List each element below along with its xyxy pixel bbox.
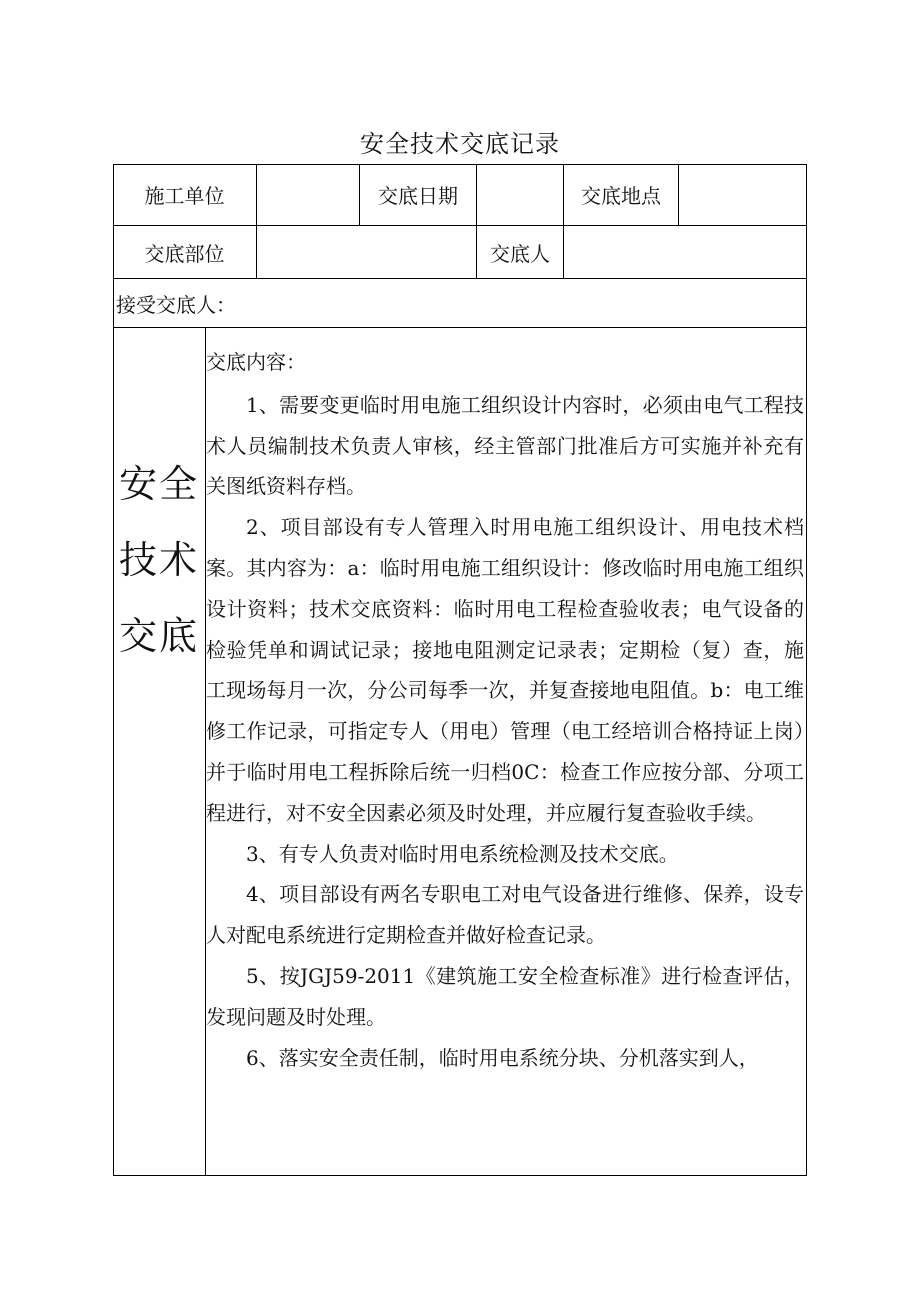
side-label-line: 交底	[118, 614, 199, 658]
construction-unit-label: 施工单位	[144, 184, 225, 208]
content-paragraph: 2、项目部设有专人管理入时用电施工组织设计、用电技术档案。其内容为：a：临时用电施工组织设计：修改临时用电施工组织设计资料；技术交底资料：临时用电工程检查验收表；电气设备的检验凭单和调试记录；接地电阻测定记录表；定期检（复）查，施工现场每月一次，分公司每季一次，并复查接地电阻值。b：电工维修工作记录，可指定专人（用电）管理（电工经培训合格持证上岗）并于临时用电工程拆除后统一归档0C：检查工作应按分部、分项工程进行，对不安全因素必须及时处理，并应履行复查验收手续。	[206, 515, 804, 825]
page-title: 安全技术交底记录	[360, 130, 560, 158]
content-heading: 交底内容：	[206, 350, 306, 374]
content-paragraph: 3、有专人负责对临时用电系统检测及技术交底。	[246, 841, 679, 866]
construction-unit-field[interactable]	[257, 164, 359, 225]
date-label: 交底日期	[378, 184, 458, 208]
part-label: 交底部位	[144, 241, 225, 266]
content-paragraph: 1、需要变更临时用电施工组织设计内容时，必须由电气工程技术人员编制技术负责人审核，经主管部门批准后方可实施并补充有关图纸资料存档。	[206, 392, 804, 499]
side-label	[113, 328, 205, 1176]
disclosure-content	[206, 342, 804, 1078]
date-field[interactable]	[477, 164, 563, 225]
receiver-label: 接受交底人：	[116, 292, 236, 317]
presenter-label: 交底人	[490, 241, 550, 266]
content-paragraph: 4、项目部设有两名专职电工对电气设备进行维修、保养，设专人对配电系统进行定期检查并做好检查记录。	[206, 882, 804, 948]
part-field[interactable]	[257, 226, 476, 278]
location-field[interactable]	[679, 164, 807, 225]
row-divider-3	[113, 327, 807, 328]
content-paragraph: 5、按JGJ59-2011《建筑施工安全检查标准》进行检查评估，发现问题及时处理。	[206, 963, 804, 1029]
location-label: 交底地点	[581, 184, 661, 208]
side-label-line: 技术	[118, 538, 199, 582]
content-paragraph: 6、落实安全责任制，临时用电系统分块、分机落实到人，	[246, 1045, 759, 1070]
side-label-line: 安全	[118, 462, 199, 506]
presenter-field[interactable]	[564, 226, 807, 278]
